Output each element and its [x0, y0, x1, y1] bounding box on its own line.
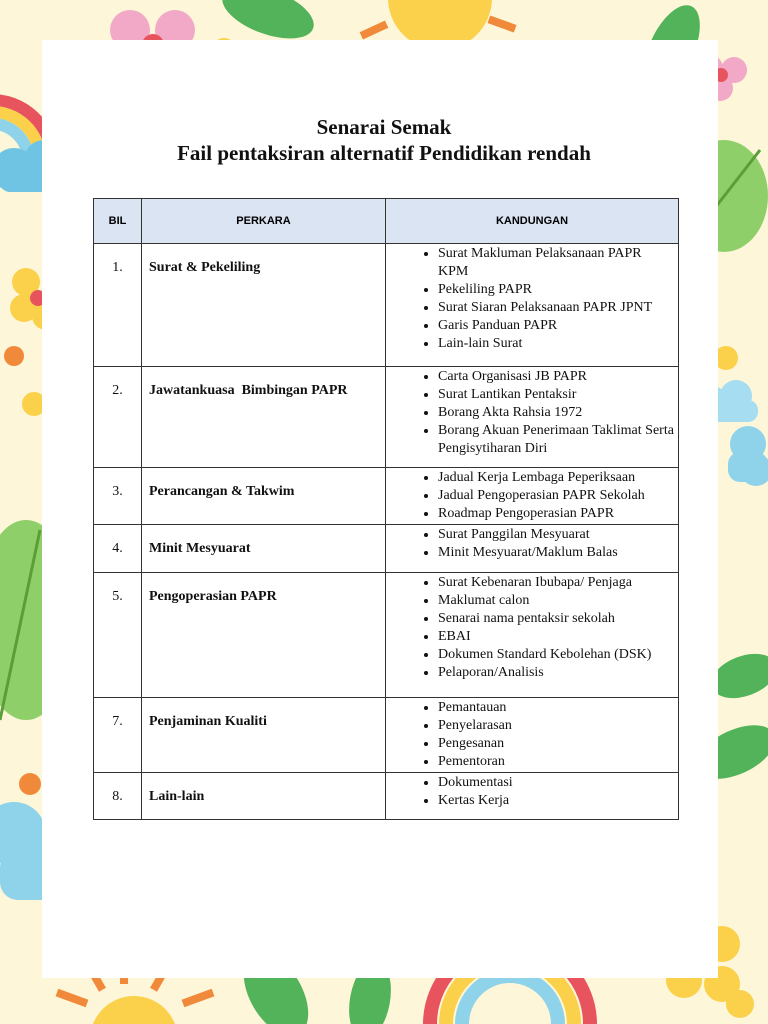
table-row — [94, 698, 679, 773]
list-item: • Kertas Kerja — [438, 792, 674, 810]
list-item: • Pekeliling PAPR — [438, 281, 674, 299]
perkara-cell — [142, 244, 386, 367]
kandungan-list — [386, 698, 678, 772]
header-perkara: PERKARA — [142, 199, 386, 244]
perkara-label: Jawatankuasa Bimbingan PAPR — [149, 383, 348, 398]
list-item: • Borang Akta Rahsia 1972 — [438, 404, 674, 422]
list-item: • Carta Organisasi JB PAPR — [438, 368, 674, 386]
row-number-cell — [94, 244, 142, 367]
table-row — [94, 773, 679, 820]
header-kandungan: KANDUNGAN — [386, 199, 679, 244]
list-item: • Roadmap Pengoperasian PAPR — [438, 505, 674, 523]
dot-icon — [726, 990, 754, 1018]
kandungan-cell — [386, 244, 679, 367]
header-bil: BIL — [94, 199, 142, 244]
row-number-cell — [94, 698, 142, 773]
list-item: • Minit Mesyuarat/Maklum Balas — [438, 544, 674, 562]
list-item: • Garis Panduan PAPR — [438, 317, 674, 335]
row-number: 3. — [112, 484, 123, 499]
list-item: • Surat Panggilan Mesyuarat — [438, 526, 674, 544]
perkara-cell — [142, 468, 386, 525]
list-item: • Dokumentasi — [438, 774, 674, 792]
list-item: • Dokumen Standard Kebolehan (DSK) — [438, 646, 674, 664]
row-number-cell — [94, 525, 142, 573]
row-number: 5. — [112, 589, 123, 604]
row-number: 4. — [112, 541, 123, 556]
row-number-cell — [94, 468, 142, 525]
row-number-cell — [94, 773, 142, 820]
kandungan-cell — [386, 698, 679, 773]
table-row — [94, 367, 679, 468]
list-item: • Surat Siaran Pelaksanaan PAPR JPNT — [438, 299, 674, 317]
kandungan-cell — [386, 773, 679, 820]
list-item: • Pemantauan — [438, 699, 674, 717]
list-item: • Pementoran — [438, 753, 674, 771]
kandungan-list — [386, 468, 678, 524]
kandungan-list — [386, 244, 678, 354]
row-number-cell — [94, 367, 142, 468]
perkara-label: Lain-lain — [149, 789, 205, 804]
list-item: • Surat Lantikan Pentaksir — [438, 386, 674, 404]
perkara-label: Minit Mesyuarat — [149, 541, 251, 556]
list-item: • Borang Akuan Penerimaan Taklimat Serta Pengisytiharan Diri — [438, 422, 674, 458]
list-item: • Penyelarasan — [438, 717, 674, 735]
row-number: 2. — [112, 383, 123, 398]
row-number-cell — [94, 573, 142, 698]
document-title: Senarai Semak — [316, 115, 452, 139]
kandungan-list — [386, 773, 678, 811]
list-item: • Pengesanan — [438, 735, 674, 753]
perkara-cell — [142, 367, 386, 468]
document-subtitle: Fail pentaksiran alternatif Pendidikan rendah — [177, 141, 591, 165]
kandungan-cell — [386, 525, 679, 573]
list-item: • Jadual Pengoperasian PAPR Sekolah — [438, 487, 674, 505]
perkara-label: Surat & Pekeliling — [149, 260, 261, 275]
perkara-cell — [142, 698, 386, 773]
list-item: • Pelaporan/Analisis — [438, 664, 674, 682]
list-item: • Surat Makluman Pelaksanaan PAPR KPM — [438, 245, 674, 281]
table-row — [94, 573, 679, 698]
kandungan-list — [386, 573, 678, 683]
row-number: 1. — [112, 260, 123, 275]
kandungan-list — [386, 367, 678, 459]
kandungan-list — [386, 525, 678, 563]
kandungan-cell — [386, 468, 679, 525]
kandungan-cell — [386, 367, 679, 468]
perkara-cell — [142, 525, 386, 573]
list-item: • Senarai nama pentaksir sekolah — [438, 610, 674, 628]
table-header-row — [94, 199, 679, 244]
perkara-label: Perancangan & Takwim — [149, 484, 295, 499]
perkara-label: Pengoperasian PAPR — [149, 589, 277, 604]
cloud-icon — [728, 426, 768, 486]
list-item: • Maklumat calon — [438, 592, 674, 610]
list-item: • Surat Kebenaran Ibubapa/ Penjaga — [438, 574, 674, 592]
perkara-cell — [142, 573, 386, 698]
list-item: • EBAI — [438, 628, 674, 646]
checklist-table — [93, 198, 679, 820]
list-item: • Lain-lain Surat — [438, 335, 674, 353]
table-row — [94, 244, 679, 367]
dot-icon — [19, 773, 41, 795]
list-item: • Jadual Kerja Lembaga Peperiksaan — [438, 469, 674, 487]
dot-icon — [4, 346, 24, 366]
perkara-label: Penjaminan Kualiti — [149, 714, 267, 729]
perkara-cell — [142, 773, 386, 820]
table-row — [94, 525, 679, 573]
row-number: 7. — [112, 714, 123, 729]
row-number: 8. — [112, 789, 123, 804]
kandungan-cell — [386, 573, 679, 698]
table-row — [94, 468, 679, 525]
